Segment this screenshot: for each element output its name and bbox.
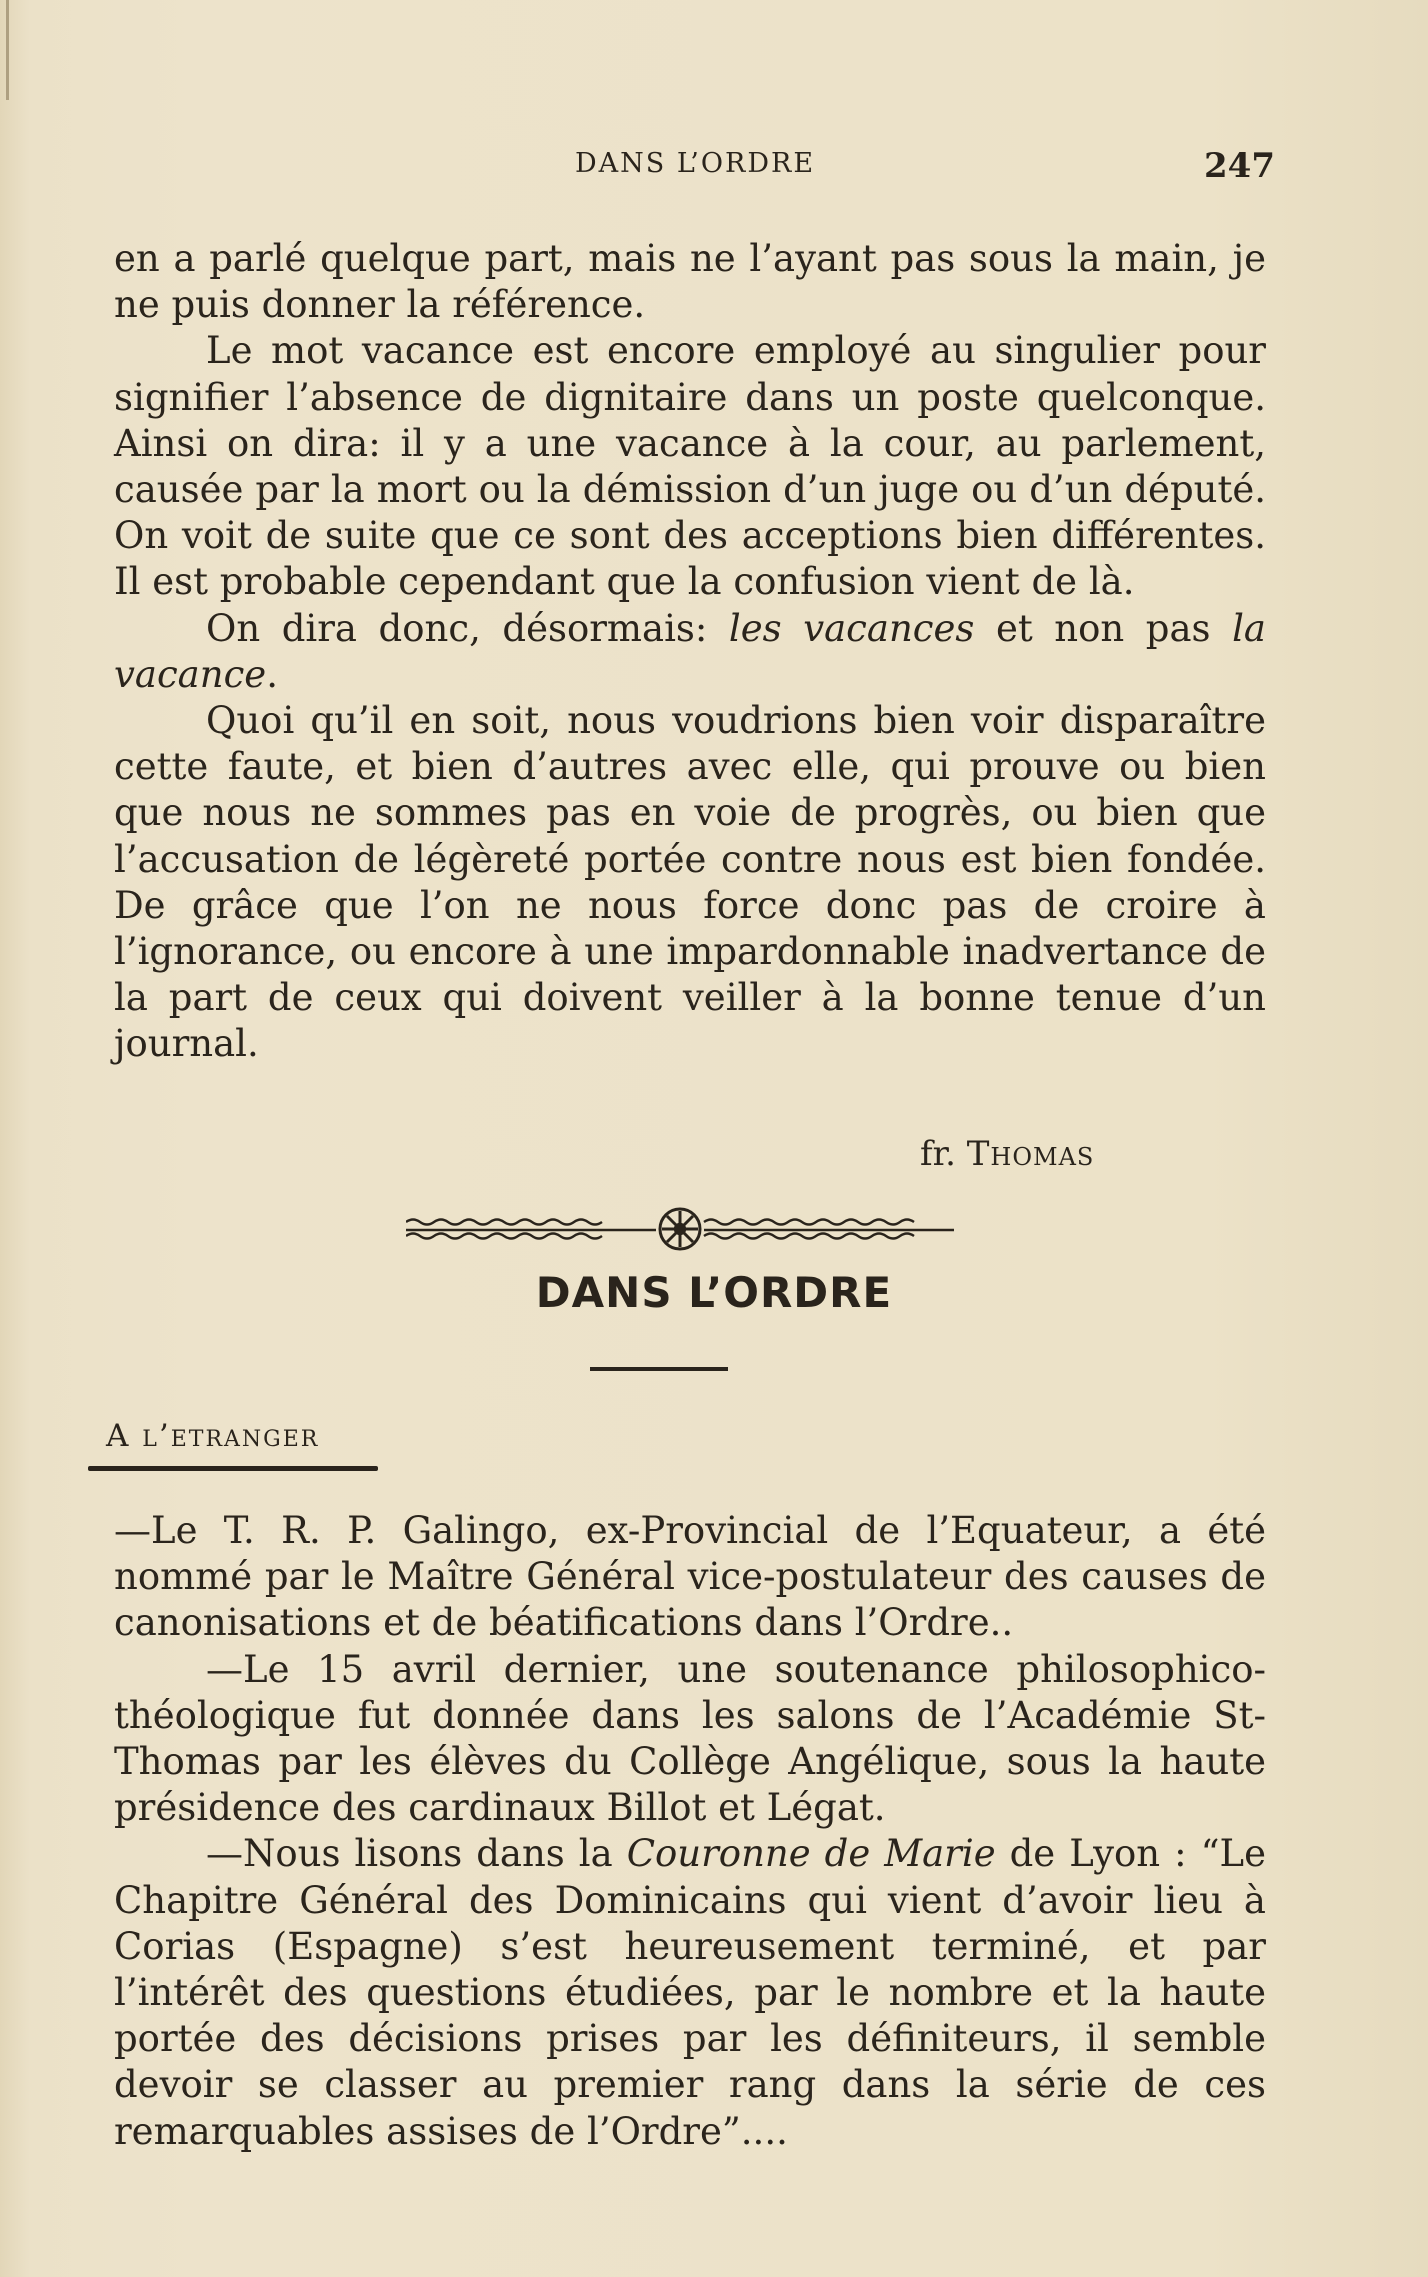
paragraph-text: —Nous lisons dans la [206, 1832, 627, 1876]
paragraph-text: . [266, 652, 278, 696]
signature-name: Thomas [966, 1134, 1095, 1174]
news-item-soutenance: —Le 15 avril dernier, une soutenance philosophico-théologique fut donnée dans les salons de l’Académie St-Thomas par les élèves du Collège Angélique, sous la haute présidence des cardinaux Billot et Légat. [114, 1647, 1266, 1830]
paragraph-closing: Quoi qu’il en soit, nous voudrions bien voir disparaître cette faute, et bien d’autres avec elle, qui prouve ou bien que nous ne sommes pas en voie de progrès, ou bien que l’accusation de légèreté portée contre nous est bien fondée. De grâce que l’on ne nous force donc pas de croire à l’ignorance, ou encore à une impardonnable inadvertance de la part de ceux qui doivent veiller à la bonne tenue d’un journal. [114, 699, 1266, 1066]
emphasis-text: les vacances [728, 606, 975, 650]
news-item-galingo: —Le T. R. P. Galingo, ex-Provincial de l’Equateur, a été nommé par le Maître Général vice-postulateur des causes de canonisations et de béatifications dans l’Ordre.. [114, 1509, 1266, 1645]
subsection-underline [88, 1466, 378, 1471]
title-underline [590, 1367, 728, 1371]
section-title: DANS L’ORDRE [535, 1268, 893, 1317]
article-ending [114, 236, 1266, 1068]
paragraph-text: On dira donc, désormais: [206, 606, 729, 650]
paragraph-conclusion [114, 606, 1266, 698]
signature-prefix: fr. [920, 1134, 967, 1174]
page-number: 247 [1204, 146, 1275, 186]
author-signature [920, 1134, 1094, 1174]
publication-title: Couronne de Marie [626, 1832, 996, 1876]
paragraph-text: de Lyon : “Le Chapitre Général des Dominicains qui vient d’avoir lieu à Corias (Espagne) s’est heureusement terminé, et par l’intérêt des questions étudiées, par le nombre et la haute portée des décisions prises par les définiteurs, il semble devoir se classer au premier rang dans la série de ces remarquables assises de l’Ordre”.... [114, 1832, 1266, 2153]
running-head: DANS L’ORDRE [575, 148, 816, 179]
paragraph-vacance-meaning: Le mot vacance est encore employé au singulier pour signifier l’absence de dignitaire dans un poste quelconque. Ainsi on dira: il y a une vacance à la cour, au parlement, causée par la mort ou la démission d’un juge ou d’un député. On voit de suite que ce sont des acceptions bien différentes. Il est probable cependant que la confusion vient de là. [114, 329, 1266, 604]
news-item-chapitre [114, 1831, 1266, 2154]
binding-edge [6, 0, 9, 100]
emphasis-text: la vacance [114, 606, 1266, 696]
subsection-heading: A l’etranger [106, 1418, 320, 1454]
ornament-divider [406, 1202, 954, 1254]
news-items [114, 1508, 1266, 2155]
paragraph-continuation: en a parlé quelque part, mais ne l’ayant pas sous la main, je ne puis donner la référence. [114, 237, 1266, 327]
paragraph-text: et non pas [974, 606, 1233, 650]
